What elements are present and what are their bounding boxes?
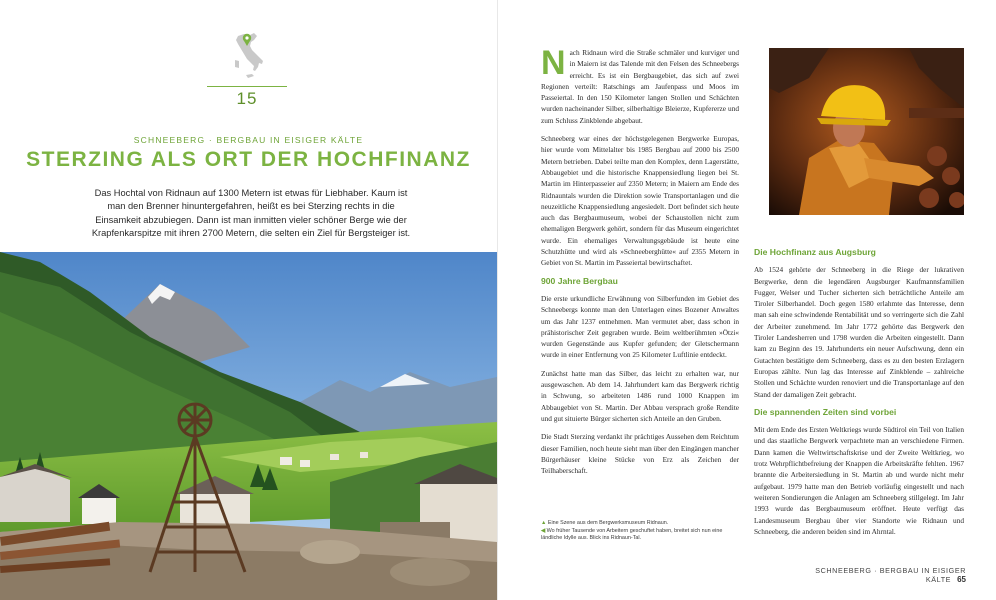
paragraph-5: Die Stadt Sterzing verdankt ihr prächtiges Aussehen dem Reichtum dieser Familien, noch heute sieht man über den Eingängen mancher Bürgerhäuser kleine Stücke von Erz als Zeichen der Teilhaberschaft.: [541, 432, 739, 476]
lead-paragraph: Das Hochtal von Ridnaun auf 1300 Metern ist etwas für Liebhaber. Kaum ist man den Brenner hinuntergefahren, heißt es bei Sterzing rechts in die Einsamkeit abzubiegen. Dann ist man inmitten vieler schöner Berge wie der Krapfenkarspitze mit ihren 2700 Metern, die selten ein Ziel für Bergsteiger ist.: [91, 188, 411, 239]
intro-paragraph: [541, 47, 739, 126]
caption-2-text: Wo früher Tausende von Arbeitern geschuftet haben, breitet sich nun eine ländliche Idylle aus. Blick ins Ridnaun-Tal.: [541, 527, 723, 542]
caption-line-2: [541, 528, 741, 543]
footer-section-title: SCHNEEBERG · BERGBAU IN EISIGER KÄLTE: [815, 566, 966, 584]
italy-map-pin-icon: [232, 30, 266, 82]
subheading-hochfinanz: Die Hochfinanz aus Augsburg: [754, 247, 876, 257]
triangle-arrow-icon: ◀: [541, 527, 546, 534]
paragraph-3: Die erste urkundliche Erwähnung von Silberfunden im Gebiet des Schneebergs konnte man den Unterlagen eines Bozener Anwaltes um das Jahr 1237 entnehmen. Man vermutet aber, dass schon in prähistorischer Zeit gegraben wurde. Beim weltberühmten »Ötzi« wurden Gegenstände aus Kupfer gefunden; der Gletschermann wurde in einer Entfernung von 25 Kilometer Luftlinie entdeckt.: [541, 293, 739, 360]
drop-cap: N: [541, 47, 566, 82]
paragraph-2: Schneeberg war eines der höchstgelegenen Bergwerke Europas, hier wurde vom Mittelalter bis 1985 Bergbau auf 2000 bis 2500 Metern betrieben. Dabei teilte man den Komplex, denn Lagerstätte, Abbaugebiet und die historische Knappensiedlung liegen bei St. Martin im Hinterpasseier auf 2350 Metern; in Maiern am Ende des Ridnauntals wurden die Direktion sowie Transportanlagen und die neuzeitliche Knappensiedlung angesiedelt. Dort befindet sich heute auch das Bergbaumuseum, wobei der Schaustollen nicht zum ehemaligen Bergwerk gehört, sondern für das Museum eingerichtet wurde. Ein ehemaliges Verwaltungsgebäude ist heute eine Schutzhütte und wird als »Schneeberghütte« auf 2355 Metern in Gebiet von St. Martin im Passeiertal bewirtschaftet.: [541, 134, 739, 268]
chapter-number: 15: [236, 89, 258, 108]
subheading-spannende-zeiten: Die spannenden Zeiten sind vorbei: [754, 406, 897, 417]
section-kicker: SCHNEEBERG · BERGBAU IN EISIGER KÄLTE: [133, 135, 364, 145]
photo-caption: [541, 520, 741, 543]
triangle-arrow-icon: ▲: [541, 520, 547, 526]
text-column-left: [541, 47, 739, 483]
paragraph-6: Ab 1524 gehörte der Schneeberg in die Riege der lukrativen Bergwerke, denn die legendären Augsburger Kaufmannsfamilien Fugger, Welser und Tucher sicherten sich beträchtliche Anteile am Tiroler Silberhandel. Doch gegen 1580 erlahmte das Interesse, denn man sah eine schwindende Rentabilität und so verringerte sich die Zahl der Arbeiter zunehmend. Im Jahr 1772 gehörte das Bergwerk den Tiroler Landesherren und 1798 wurden die Arbeiten eingestellt. Dann kam zu Beginn des 19. Jahrhunderts ein neuer Aufschwung, denn ein Gutachten bestätigte dem Schneeberg, dass es zu den besten Erzlagern Europas zählte. Nun lag das Interesse auf Zinkblende – zahlreiche Stollen und Schächte wurden renoviert und die Transportanlage auf den Stand der damaligen Zeit gebracht.: [754, 265, 964, 399]
subheading-900-jahre: 900 Jahre Bergbau: [541, 275, 618, 286]
caption-line-1: [541, 520, 741, 528]
page-number: 65: [957, 575, 966, 584]
chapter-divider-line: [207, 86, 287, 87]
text-column-right: [754, 243, 964, 544]
paragraph-4: Zunächst hatte man das Silber, das leicht zu erhalten war, nur ausgewaschen. Ab dem 14. Jahrhundert kam das Bergwerk richtig in Schwung, so arbeiteten 1486 rund 1000 Knappen im Abbaugebiet von St. Martin. Der Abbau versprach große Rendite und gut situierte Bürger sicherten sich Anteile an den Gruben.: [541, 368, 739, 423]
running-footer: [790, 566, 966, 584]
page-title: STERZING ALS ORT DER HOCHFINANZ: [26, 148, 471, 171]
mining-museum-photo: [769, 48, 964, 215]
paragraph-7: Mit dem Ende des Ersten Weltkriegs wurde Südtirol ein Teil von Italien und das staatliche Bergwerk verpachtete man an verschiedene Firmen. Dann kamen die Weltwirtschaftskrise und der Zweite Weltkrieg, wo trotz Wehrpflichtbefreiung der Knappen die Arbeitskräfte fehlten. 1967 brannte die Arbeitersiedlung in St. Martin ab und wurde nicht mehr aufgebaut. 1979 hatte man den Betrieb vorläufig eingestellt und nach weiteren Sondierungen die Anlagen am Schneeberg stillgelegt. Im Jahr 1993 wurde das Bergbaumuseum eröffnet. Heute verfügt das Landesmuseum Bergbau über vier Standorte wie Ridnaun und Schneeberg, die anderen beiden sind im Ahrntal.: [754, 425, 964, 536]
caption-1-text: Eine Szene aus dem Bergwerksmuseum Ridnaun.: [547, 520, 669, 526]
intro-text: ach Ridnaun wird die Straße schmäler und kurviger und in Maiern ist das Talende mit den Felsen des Schneebergs erreicht. Es ist ein Bergbaugebiet, das sich auf zwei Regionen verteilt: Ratschings am Jaufenpass und Moos im Passeiertal. In den 150 Kilometer langen Stollen und Schächten wurden nacheinander Silber, silberhaltige Bleierze, Kupfererze und zum Schluss Zinkblende abgebaut.: [541, 48, 739, 125]
ridnaun-valley-photo: [0, 252, 497, 600]
